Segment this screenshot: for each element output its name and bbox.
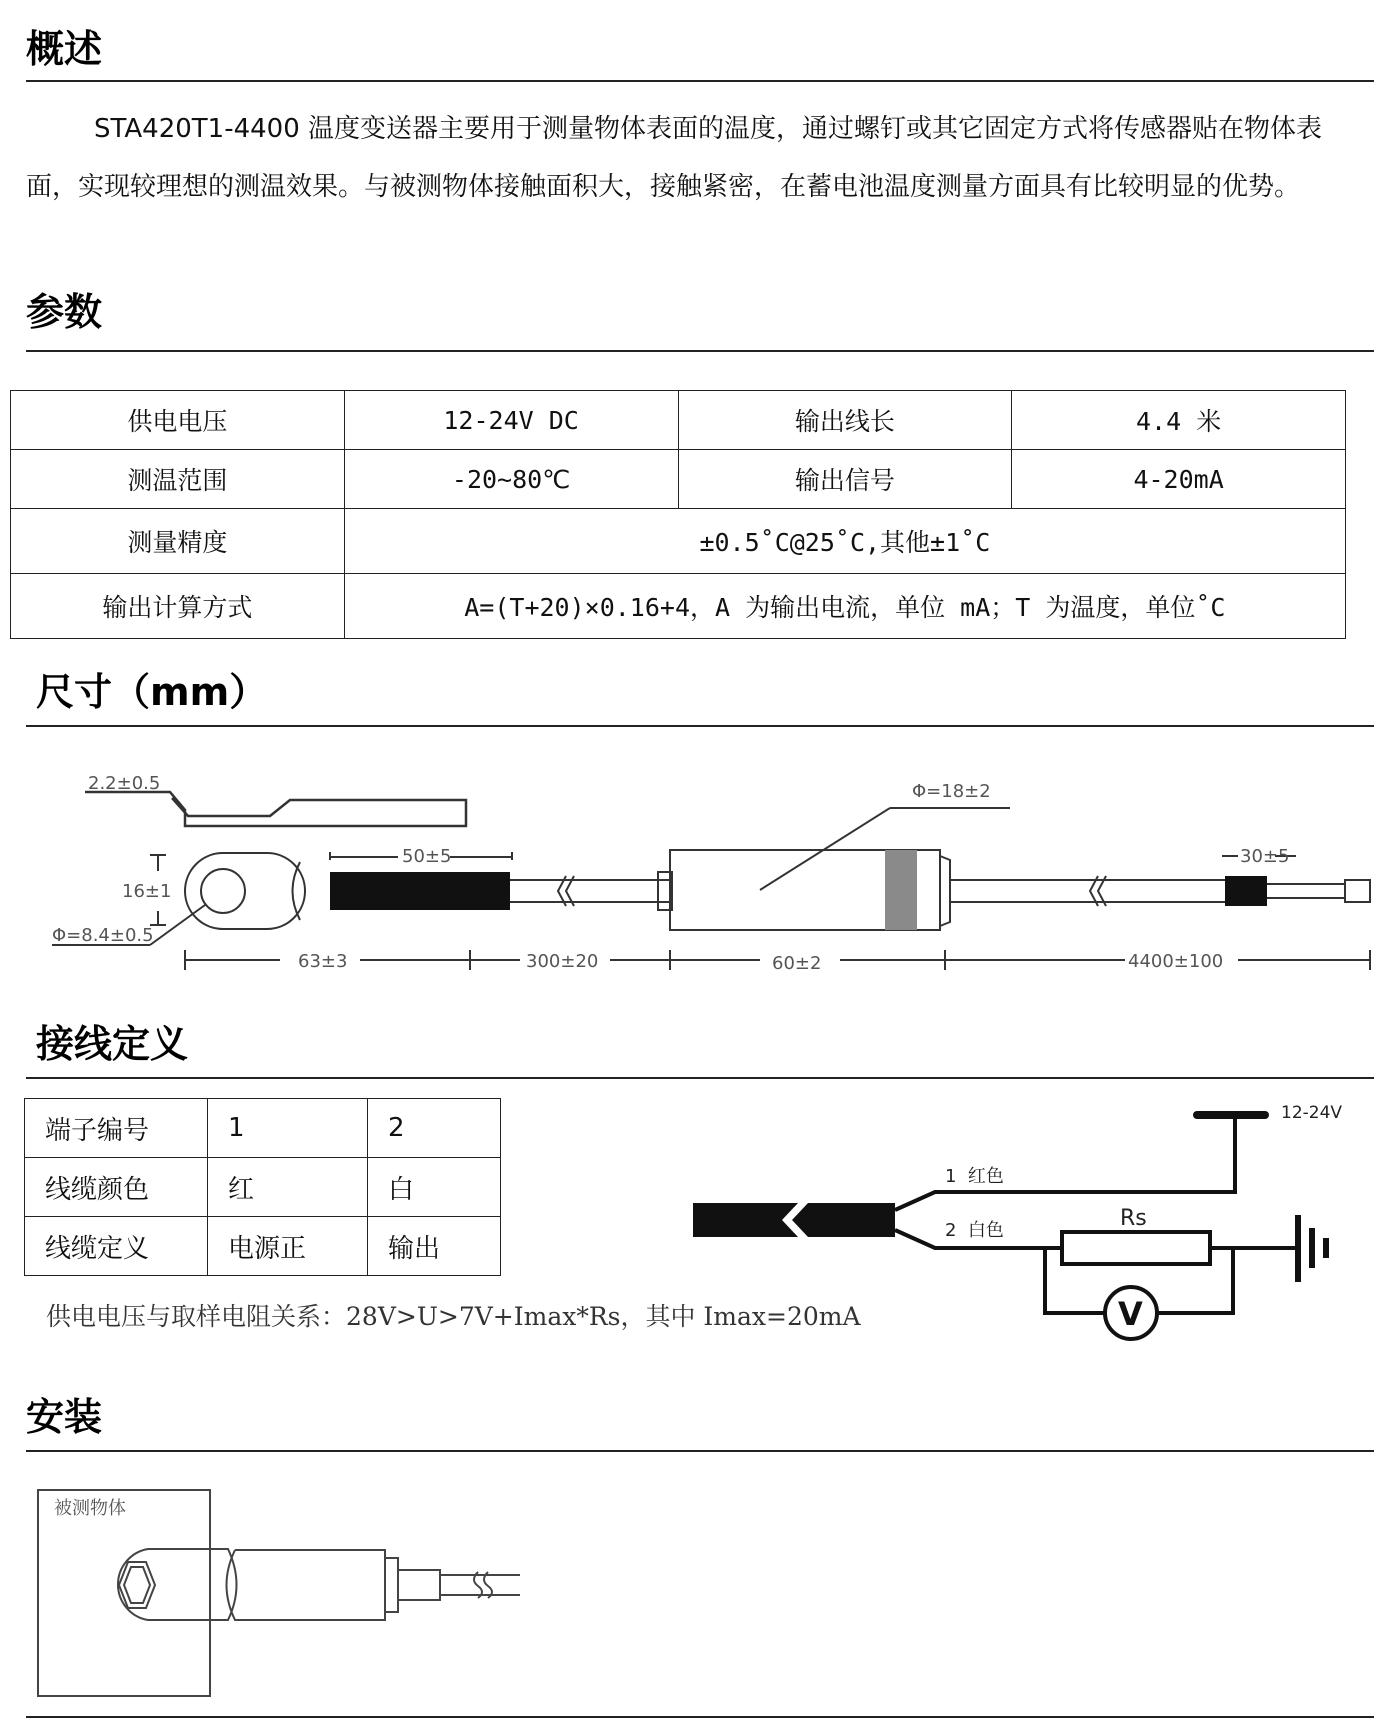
- wiring-cell: 白: [368, 1158, 501, 1217]
- params-table: [10, 390, 1346, 639]
- param-label: 输出计算方式: [11, 574, 345, 639]
- params-row-supply: [11, 391, 1346, 450]
- param-label: 输出信号: [678, 450, 1012, 509]
- param-value: 4.4 米: [1012, 391, 1346, 450]
- dim-thickness: 2.2±0.5: [88, 773, 161, 794]
- dim-height: 16±1: [122, 881, 172, 902]
- wiring-note: 供电电压与取样电阻关系：28V>U>7V+Imax*Rs，其中 Imax=20mA: [46, 1302, 861, 1331]
- param-label: 测温范围: [11, 450, 345, 509]
- overview-rule: [26, 80, 1374, 82]
- wiring-cell: 线缆定义: [25, 1217, 208, 1276]
- param-value: 4-20mA: [1012, 450, 1346, 509]
- param-value: A=(T+20)×0.16+4，A 为输出电流，单位 mA；T 为温度，单位˚C: [344, 574, 1345, 639]
- install-object-label: 被测物体: [54, 1498, 126, 1519]
- dim-shrink-length: 50±5: [402, 846, 452, 867]
- param-label: 供电电压: [11, 391, 345, 450]
- dim-seg1: 63±3: [298, 951, 348, 972]
- wiring-heading: 接线定义: [36, 1022, 189, 1066]
- wiring-cell: 1: [208, 1099, 368, 1158]
- wiring-cell: 2: [368, 1099, 501, 1158]
- dim-hole: Φ=8.4±0.5: [52, 925, 154, 946]
- params-rule: [26, 350, 1374, 352]
- wiring-rule: [26, 1077, 1374, 1079]
- param-value: 12-24V DC: [344, 391, 678, 450]
- dimension-drawing: [0, 740, 1382, 980]
- dim-seg2: 300±20: [526, 951, 599, 972]
- dim-seg3: 60±2: [772, 953, 822, 974]
- wire1-label: 1 红色: [945, 1166, 1004, 1187]
- wiring-cell: 电源正: [208, 1217, 368, 1276]
- supply-label: 12-24V: [1281, 1103, 1343, 1123]
- bottom-rule: [26, 1716, 1374, 1718]
- resistor-label: Rs: [1120, 1206, 1147, 1231]
- param-value: -20~80℃: [344, 450, 678, 509]
- params-row-formula: [11, 574, 1346, 639]
- wiring-cell: 线缆颜色: [25, 1158, 208, 1217]
- param-label: 输出线长: [678, 391, 1012, 450]
- install-rule: [26, 1450, 1374, 1452]
- param-value: ±0.5˚C@25˚C,其他±1˚C: [344, 509, 1345, 574]
- dim-seg4: 4400±100: [1128, 951, 1224, 972]
- dimensions-heading: 尺寸（mm）: [36, 670, 268, 714]
- overview-heading: 概述: [26, 27, 103, 71]
- params-heading: 参数: [26, 290, 103, 334]
- dim-tail-length: 30±5: [1240, 846, 1290, 867]
- params-row-accuracy: [11, 509, 1346, 574]
- voltmeter-label: V: [1118, 1295, 1143, 1333]
- wiring-cell: 红: [208, 1158, 368, 1217]
- param-label: 测量精度: [11, 509, 345, 574]
- install-drawing: [0, 1480, 1382, 1722]
- dim-diameter: Φ=18±2: [912, 781, 991, 802]
- wiring-diagram: [0, 1090, 1382, 1350]
- install-heading: 安装: [26, 1395, 103, 1439]
- wiring-cell: 输出: [368, 1217, 501, 1276]
- params-row-range: [11, 450, 1346, 509]
- overview-text: STA420T1-4400 温度变送器主要用于测量物体表面的温度，通过螺钉或其它固定方式将传感器贴在物体表面，实现较理想的测温效果。与被测物体接触面积大，接触紧密，在蓄电池温度测量方面具有比较明显的优势。: [26, 114, 1323, 202]
- wire2-label: 2 白色: [945, 1220, 1004, 1241]
- wiring-cell: 端子编号: [25, 1099, 208, 1158]
- dimensions-rule: [26, 725, 1374, 727]
